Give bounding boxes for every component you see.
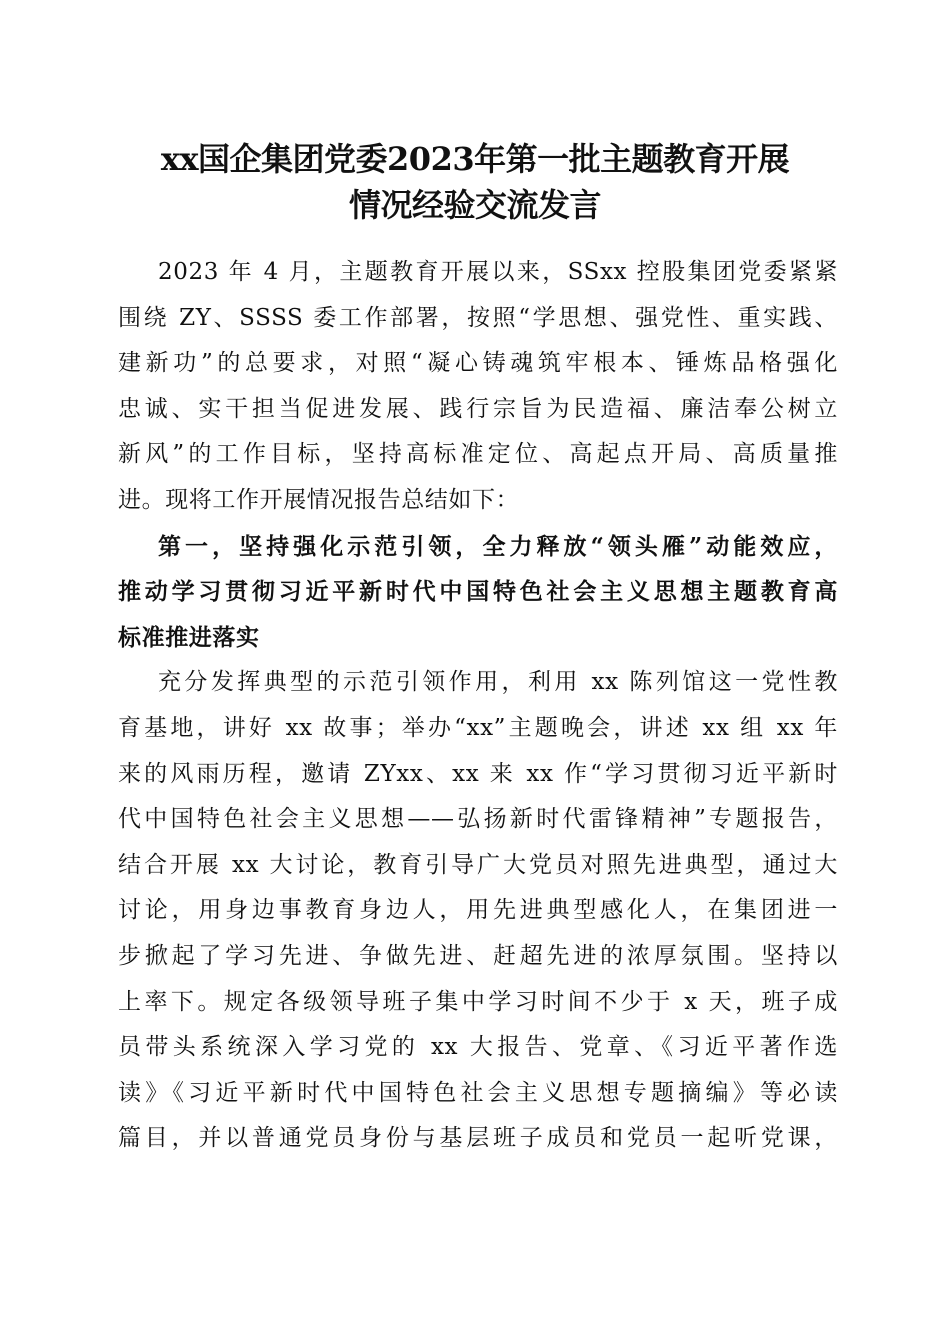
paragraph-line: 篇目，并以普通党员身份与基层班子成员和党员一起听党课， — [118, 1125, 838, 1152]
paragraph-line: 上率下。规定各级领导班子集中学习时间不少于 x 天，班子成 — [118, 988, 838, 1015]
document-body — [118, 250, 838, 1162]
intro-paragraph — [118, 250, 838, 524]
paragraph-line: 讨论，用身边事教育身边人，用先进典型感化人，在集团进一 — [118, 897, 838, 924]
paragraph-line: 来的风雨历程，邀请 ZYxx、xx 来 xx 作“学习贯彻习近平新时 — [118, 760, 838, 787]
paragraph-line: 育基地，讲好 xx 故事；举办“xx”主题晚会，讲述 xx 组 xx 年 — [118, 714, 838, 741]
section-1-paragraph — [118, 660, 838, 1162]
paragraph-line: 建新功”的总要求，对照“凝心铸魂筑牢根本、锤炼品格强化 — [118, 350, 838, 377]
section-heading-1 — [118, 524, 838, 661]
paragraph-line: 代中国特色社会主义思想——弘扬新时代雷锋精神”专题报告， — [118, 806, 838, 833]
paragraph-line: 新风”的工作目标，坚持高标准定位、高起点开局、高质量推 — [118, 441, 838, 468]
paragraph-line: 充分发挥典型的示范引领作用，利用 xx 陈列馆这一党性教 — [158, 669, 838, 696]
paragraph-line: 进。现将工作开展情况报告总结如下： — [118, 486, 520, 513]
paragraph-line: 2023 年 4 月，主题教育开展以来，SSxx 控股集团党委紧紧 — [158, 259, 838, 285]
heading-line: 标准推进落实 — [118, 623, 260, 651]
paragraph-line: 忠诚、实干担当促进发展、践行宗旨为民造福、廉洁奉公树立 — [118, 395, 838, 422]
title-line-2: 情况经验交流发言 — [348, 186, 601, 224]
title-line-1: xx国企集团党委2023年第一批主题教育开展 — [160, 140, 790, 178]
heading-line: 推动学习贯彻习近平新时代中国特色社会主义思想主题教育高 — [118, 578, 838, 606]
paragraph-line: 结合开展 xx 大讨论，教育引导广大党员对照先进典型，通过大 — [118, 851, 838, 878]
paragraph-line: 读》《习近平新时代中国特色社会主义思想专题摘编》等必读 — [118, 1079, 838, 1106]
paragraph-line: 围绕 ZY、SSSS 委工作部署，按照“学思想、强党性、重实践、 — [118, 304, 838, 331]
heading-line: 第一，坚持强化示范引领，全力释放“领头雁”动能效应， — [158, 532, 838, 560]
paragraph-line: 步掀起了学习先进、争做先进、赶超先进的浓厚氛围。坚持以 — [118, 942, 838, 969]
paragraph-line: 员带头系统深入学习党的 xx 大报告、党章、《习近平著作选 — [118, 1034, 838, 1061]
document-title — [110, 136, 840, 228]
